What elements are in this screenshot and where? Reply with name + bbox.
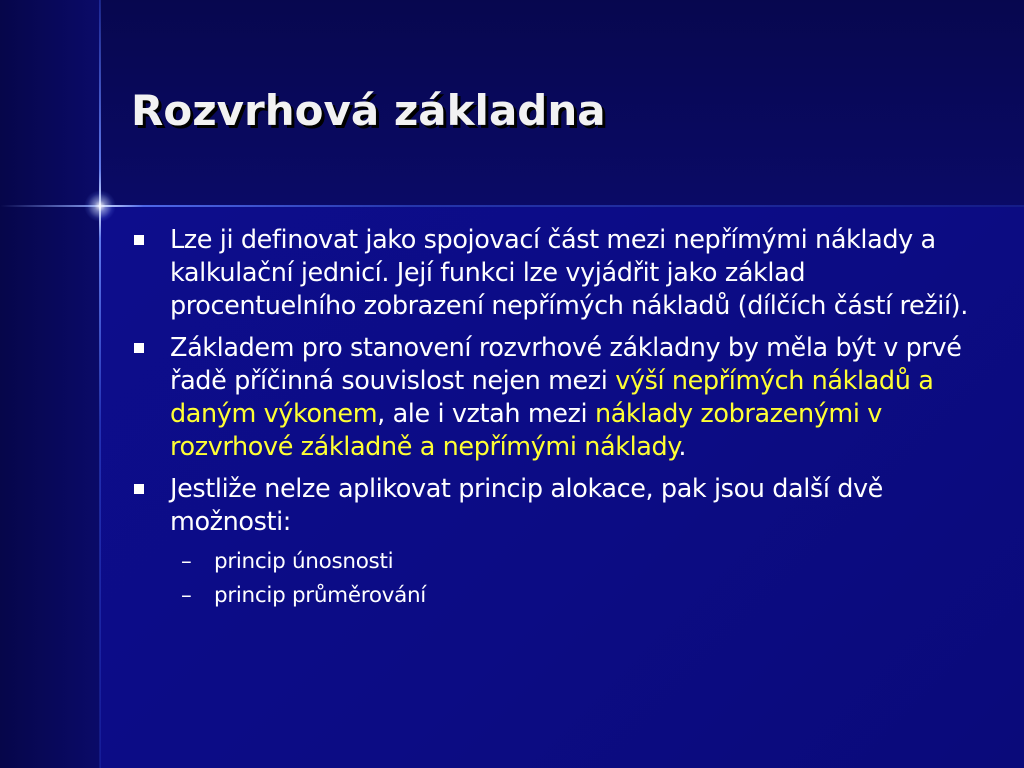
bullet-text: Lze ji definovat jako spojovací část mezi nepřímými náklady a kalkulační jednicí. Její funkci lze vyjádřit jako základ procentuelního zobrazení nepřímých nákladů (dílčích částí režií).	[170, 225, 968, 321]
sparkle-star-icon	[84, 190, 116, 222]
sub-item-text: princip únosnosti	[214, 549, 394, 574]
highlighted-text: výší nepřímých nákladů a daným výkonem	[170, 366, 934, 429]
bullet-list	[133, 224, 973, 539]
highlighted-text: náklady zobrazenými v rozvrhové základně a nepřímými náklady	[170, 399, 882, 462]
dash-icon: –	[181, 583, 192, 608]
sub-item-text: princip průměrování	[214, 583, 426, 608]
vertical-accent-line	[99, 0, 101, 768]
sub-list-item	[133, 545, 973, 579]
background-left-panel	[0, 0, 100, 768]
bullet-item	[133, 332, 973, 464]
sub-bullet-list	[133, 545, 973, 613]
bullet-text	[170, 333, 962, 462]
square-bullet-icon	[134, 484, 144, 494]
bullet-item	[133, 473, 973, 539]
slide-content	[133, 224, 973, 613]
dash-icon: –	[181, 549, 192, 574]
sub-list-item	[133, 579, 973, 613]
bullet-item	[133, 224, 973, 323]
square-bullet-icon	[134, 235, 144, 245]
horizontal-accent-line	[0, 205, 1024, 207]
bullet-text-segment: .	[678, 432, 687, 462]
bullet-text: Jestliže nelze aplikovat princip alokace, pak jsou další dvě možnosti:	[170, 474, 883, 537]
bullet-text-segment: , ale i vztah mezi	[377, 399, 595, 429]
bullet-text-segment: Základem pro stanovení rozvrhové základny by měla být v prvé řadě příčinná souvislost nejen mezi	[170, 333, 962, 396]
square-bullet-icon	[134, 343, 144, 353]
slide-title: Rozvrhová základna	[131, 86, 606, 135]
